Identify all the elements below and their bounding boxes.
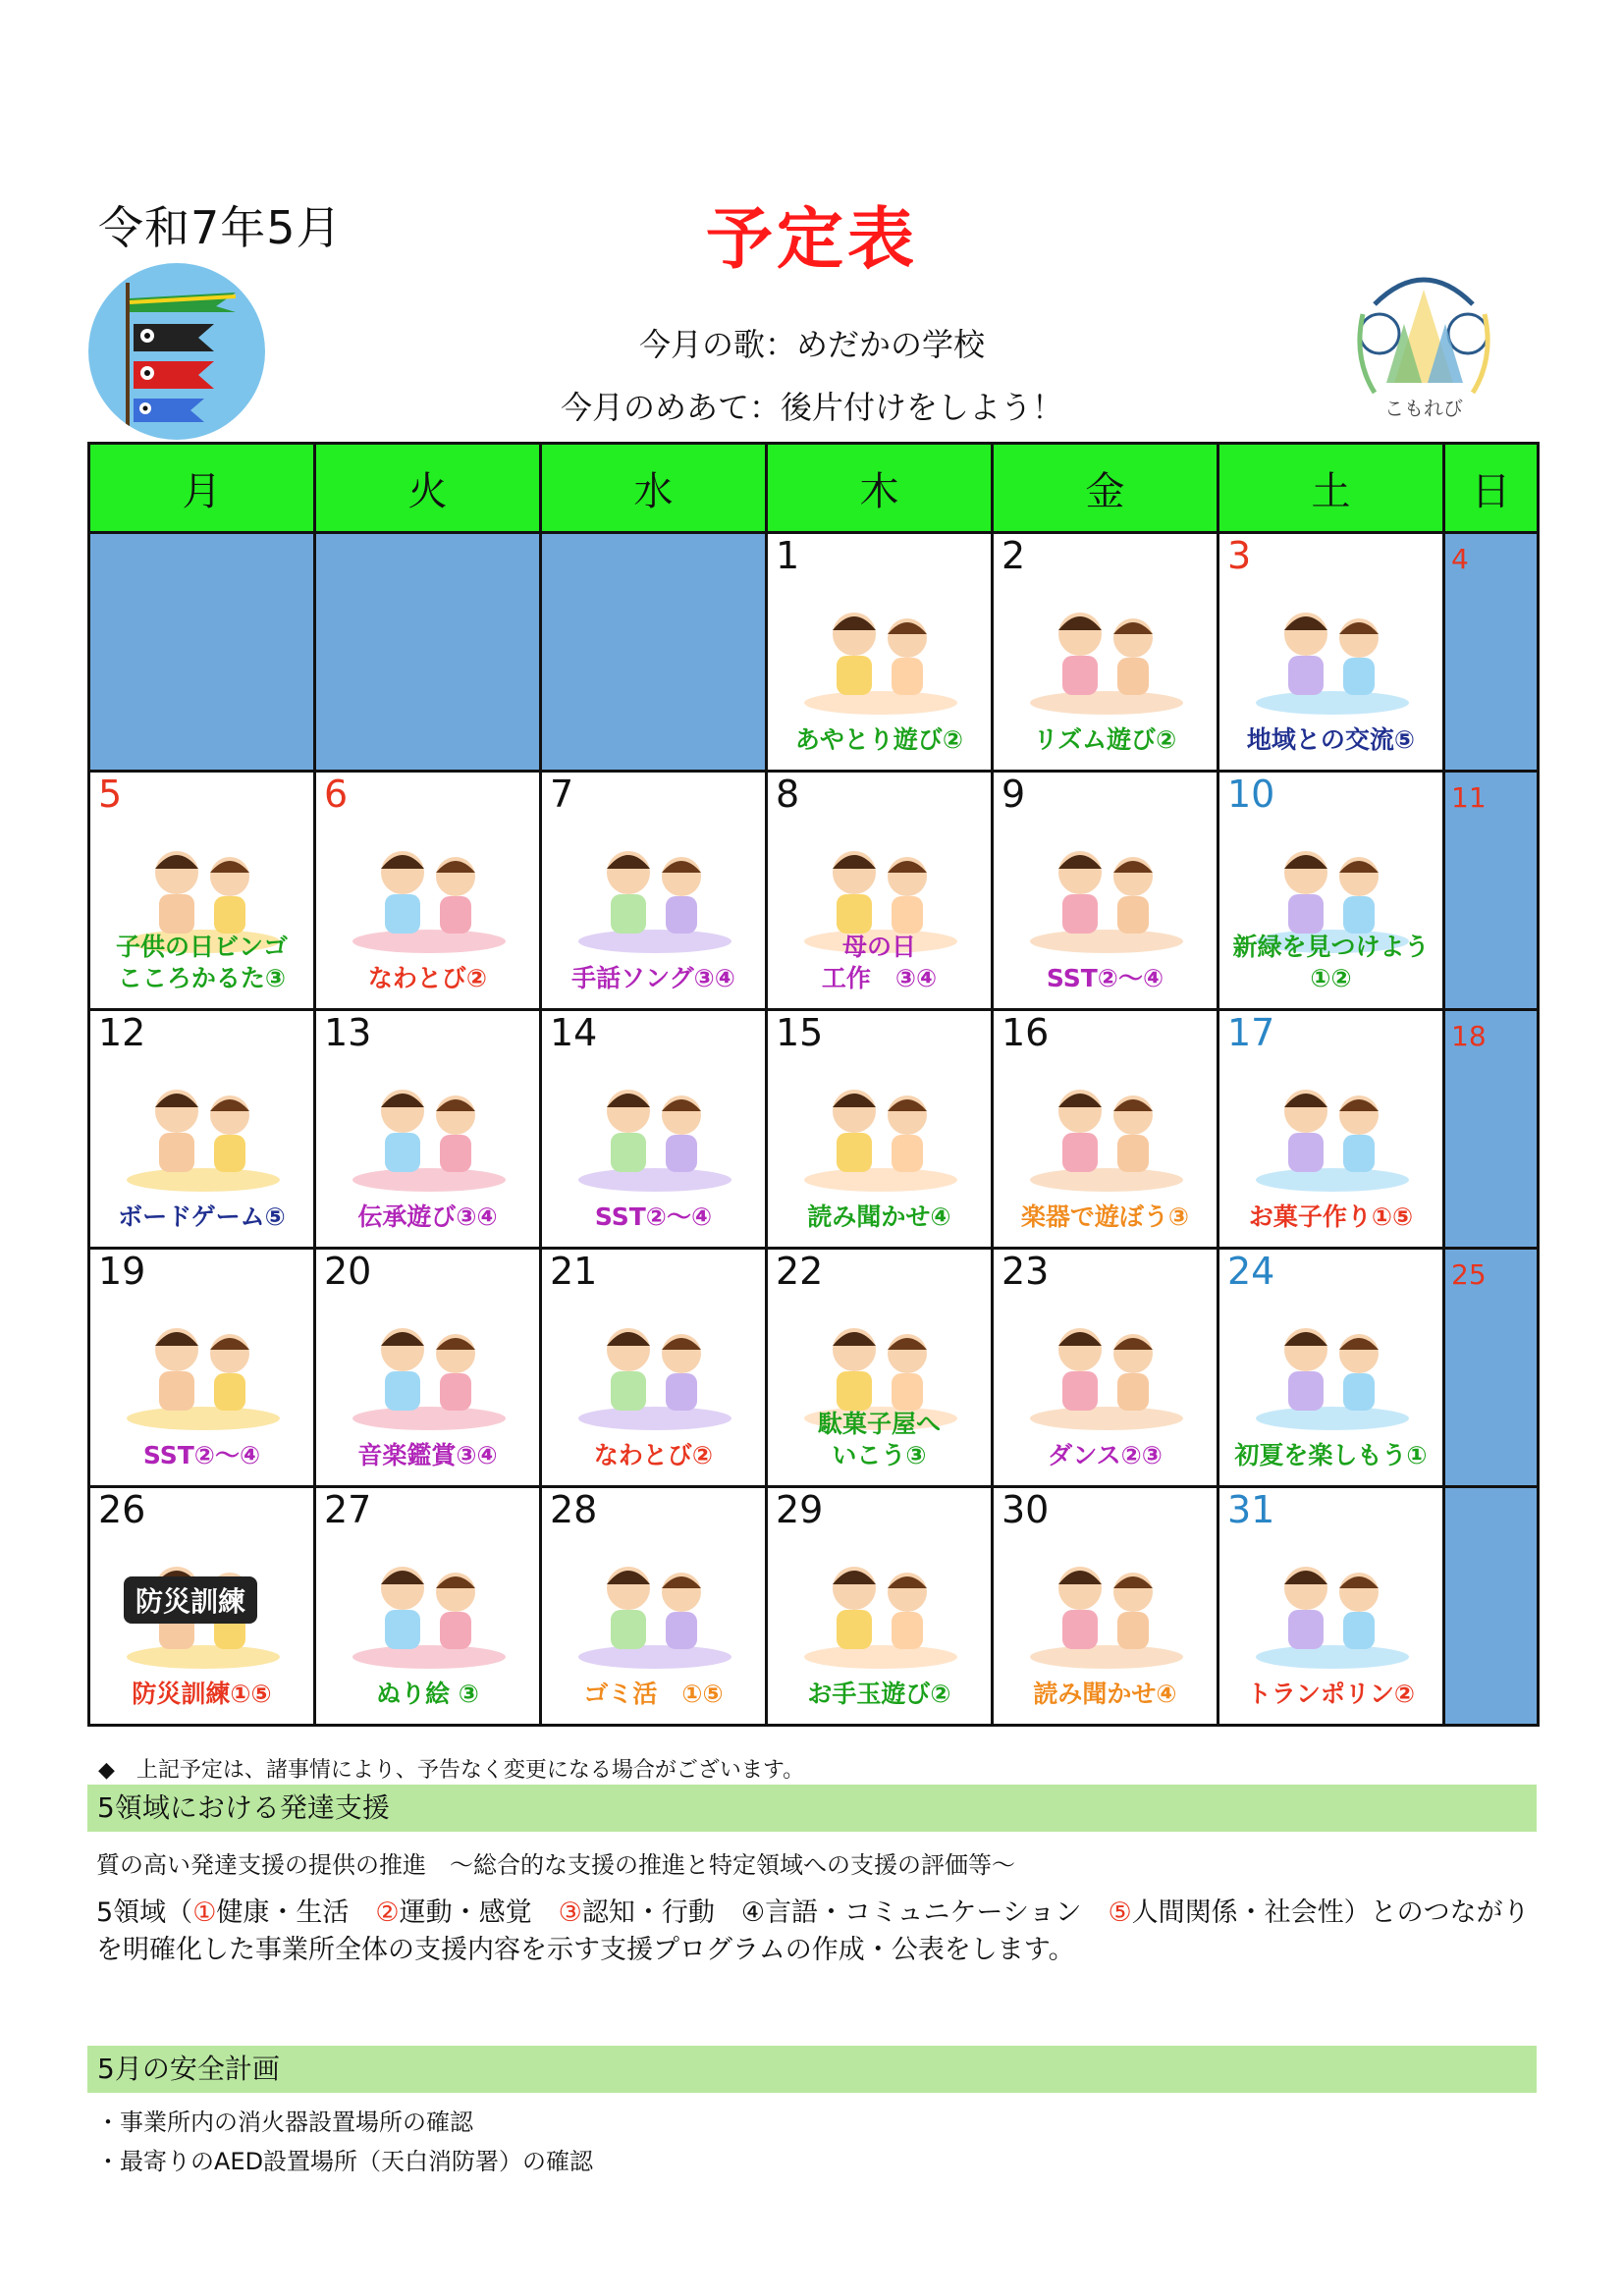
- day-number: 9: [1001, 773, 1026, 816]
- activity-illustration: [336, 1537, 519, 1673]
- calendar-day-cell: [315, 533, 541, 772]
- calendar-day-cell: [541, 772, 767, 1010]
- calendar-day-cell: [89, 1249, 315, 1487]
- calendar-week-row: [89, 533, 1539, 772]
- activity-label: なわとび②: [593, 1441, 714, 1469]
- safety-item: ・最寄りのAED設置場所（天白消防署）の確認: [96, 2148, 594, 2175]
- schedule-notice: ◆ 上記予定は、諸事情により、予告なく変更になる場合がございます。: [98, 1758, 805, 1783]
- activity-illustration: [336, 1299, 519, 1434]
- calendar-day-cell: [767, 772, 993, 1010]
- weekday-tue: 火: [315, 444, 541, 533]
- disaster-drill-badge: 防災訓練: [124, 1576, 257, 1624]
- calendar-day-cell: [1444, 1487, 1539, 1726]
- day-number: 1: [776, 534, 800, 577]
- activity-illustration: [1239, 1299, 1423, 1434]
- calendar-day-cell: [1444, 1010, 1539, 1249]
- calendar-day-cell: [1444, 772, 1539, 1010]
- day-number: 17: [1227, 1011, 1275, 1054]
- calendar-week-row: [89, 772, 1539, 1010]
- activity-label: なわとび②: [367, 964, 488, 992]
- day-number: 13: [324, 1011, 372, 1054]
- calendar-day-cell: [993, 1010, 1218, 1249]
- activity-label: SST②～④: [142, 1441, 261, 1469]
- activity-label: ボードゲーム⑤: [118, 1202, 286, 1231]
- calendar-day-cell: [541, 1487, 767, 1726]
- calendar-day-cell: [541, 1249, 767, 1487]
- activity-label: 新緑を見つけよう ①②: [1232, 933, 1430, 992]
- calendar-day-cell: [993, 772, 1218, 1010]
- activity-illustration: [1013, 1537, 1197, 1673]
- calendar-day-cell: [1218, 1249, 1444, 1487]
- day-number: 4: [1451, 543, 1469, 575]
- activity-label: 手話ソング③④: [571, 964, 735, 992]
- calendar-week-row: [89, 1010, 1539, 1249]
- activity-label: SST②～④: [1046, 964, 1164, 992]
- weekday-header-row: [89, 444, 1539, 533]
- domain-text-3: 認知・行動: [581, 1897, 741, 1928]
- day-number: 10: [1227, 773, 1275, 816]
- day-number: 2: [1001, 534, 1026, 577]
- calendar-day-cell: [89, 772, 315, 1010]
- calendar-day-cell: [315, 1487, 541, 1726]
- calendar-day-cell: [541, 533, 767, 772]
- calendar-day-cell: [315, 772, 541, 1010]
- era-date: 令和7年5月: [98, 201, 343, 254]
- calendar-day-cell: [1444, 533, 1539, 772]
- activity-label: 母の日 工作 ③④: [821, 933, 938, 992]
- activity-illustration: [336, 1060, 519, 1196]
- day-number: 8: [776, 773, 800, 816]
- activity-label: ゴミ活 ①⑤: [583, 1680, 724, 1708]
- day-number: 31: [1227, 1488, 1275, 1531]
- domain-num-2: ②: [375, 1897, 400, 1928]
- activity-illustration: [110, 1537, 294, 1673]
- calendar-table: [87, 442, 1540, 1727]
- domain-text-1: 健康・生活: [216, 1897, 376, 1928]
- calendar-day-cell: [89, 1487, 315, 1726]
- activity-label: 駄菓子屋へ いこう③: [817, 1410, 941, 1469]
- calendar-day-cell: [315, 1249, 541, 1487]
- day-number: 28: [550, 1488, 598, 1531]
- day-number: 11: [1451, 781, 1487, 814]
- domain-num-5: ⑤: [1108, 1897, 1132, 1928]
- logo-text: こもれび: [1384, 397, 1463, 420]
- calendar-day-cell: [993, 533, 1218, 772]
- calendar-day-cell: [767, 1487, 993, 1726]
- day-number: 29: [776, 1488, 824, 1531]
- calendar-day-cell: [1218, 1010, 1444, 1249]
- section-heading-safety: 5月の安全計画: [87, 2046, 1537, 2093]
- para-prefix: 5領域（: [96, 1897, 193, 1928]
- day-number: 25: [1451, 1258, 1487, 1291]
- weekday-mon: 月: [89, 444, 315, 533]
- domain-num-1: ①: [192, 1897, 217, 1928]
- day-number: 15: [776, 1011, 824, 1054]
- day-number: 18: [1451, 1020, 1487, 1052]
- calendar-day-cell: [1444, 1249, 1539, 1487]
- activity-label: ぬり絵 ③: [376, 1680, 479, 1708]
- activity-label: お菓子作り①⑤: [1248, 1202, 1414, 1231]
- day-number: 21: [550, 1250, 598, 1293]
- day-number: 7: [550, 773, 574, 816]
- day-number: 6: [324, 773, 349, 816]
- calendar-day-cell: [541, 1010, 767, 1249]
- weekday-sun: 日: [1444, 444, 1539, 533]
- calendar-day-cell: [767, 1010, 993, 1249]
- day-number: 24: [1227, 1250, 1275, 1293]
- activity-label: 読み聞かせ④: [807, 1202, 951, 1231]
- calendar-week-row: [89, 1487, 1539, 1726]
- activity-label: ダンス②③: [1048, 1441, 1163, 1469]
- calendar-day-cell: [1218, 533, 1444, 772]
- activity-illustration: [1013, 1299, 1197, 1434]
- calendar-day-cell: [767, 1249, 993, 1487]
- domain-num-4: ④: [740, 1897, 766, 1928]
- day-number: 3: [1227, 534, 1252, 577]
- section-subtitle: 質の高い発達支援の提供の推進 ～総合的な支援の推進と特定領域への支援の評価等～: [96, 1851, 1015, 1879]
- domain-num-3: ③: [558, 1897, 582, 1928]
- domain-text-4: 言語・コミュニケーション: [765, 1897, 1109, 1928]
- activity-label: 楽器で遊ぼう③: [1020, 1202, 1190, 1231]
- weekday-wed: 水: [541, 444, 767, 533]
- activity-illustration: [336, 822, 519, 957]
- monthly-song: 今月の歌：めだかの学校: [638, 326, 985, 363]
- calendar-day-cell: [315, 1010, 541, 1249]
- activity-label: 子供の日ビンゴ こころかるた③: [115, 933, 288, 992]
- activity-label: 読み聞かせ④: [1033, 1680, 1177, 1708]
- monthly-goal: 今月のめあて：後片付けをしよう！: [560, 389, 1063, 426]
- calendar-day-cell: [1218, 1487, 1444, 1726]
- day-number: 26: [98, 1488, 146, 1531]
- weekday-fri: 金: [993, 444, 1218, 533]
- domain-text-2: 運動・感覚: [399, 1897, 559, 1928]
- calendar-day-cell: [767, 533, 993, 772]
- activity-illustration: [110, 1299, 294, 1434]
- activity-label: 初夏を楽しもう①: [1234, 1441, 1428, 1469]
- activity-illustration: [1239, 583, 1423, 719]
- activity-label: リズム遊び②: [1033, 725, 1177, 754]
- activity-illustration: [1239, 1537, 1423, 1673]
- activity-label: 伝承遊び③④: [357, 1202, 498, 1231]
- calendar-day-cell: [1218, 772, 1444, 1010]
- activity-label: お手玉遊び②: [807, 1680, 951, 1708]
- day-number: 22: [776, 1250, 824, 1293]
- weekday-sat: 土: [1218, 444, 1444, 533]
- weekday-thu: 木: [767, 444, 993, 533]
- calendar-day-cell: [89, 1010, 315, 1249]
- activity-illustration: [562, 1060, 745, 1196]
- activity-label: あやとり遊び②: [794, 725, 964, 754]
- activity-label: SST②～④: [594, 1202, 713, 1231]
- activity-illustration: [562, 822, 745, 957]
- activity-illustration: [1013, 822, 1197, 957]
- calendar-day-cell: [89, 533, 315, 772]
- activity-illustration: [1013, 1060, 1197, 1196]
- day-number: 19: [98, 1250, 146, 1293]
- activity-illustration: [110, 1060, 294, 1196]
- day-number: 27: [324, 1488, 372, 1531]
- activity-illustration: [787, 1060, 971, 1196]
- calendar-day-cell: [993, 1249, 1218, 1487]
- activity-illustration: [1013, 583, 1197, 719]
- calendar-day-cell: [993, 1487, 1218, 1726]
- day-number: 14: [550, 1011, 598, 1054]
- page-title: 予定表: [705, 201, 918, 279]
- activity-illustration: [787, 1537, 971, 1673]
- day-number: 5: [98, 773, 123, 816]
- activity-label: 音楽鑑賞③④: [357, 1441, 498, 1469]
- section-heading-development: 5領域における発達支援: [87, 1785, 1537, 1832]
- safety-item: ・事業所内の消火器設置場所の確認: [96, 2109, 473, 2136]
- activity-illustration: [562, 1537, 745, 1673]
- day-number: 30: [1001, 1488, 1050, 1531]
- activity-label: 地域との交流⑤: [1246, 725, 1416, 754]
- day-number: 20: [324, 1250, 372, 1293]
- activity-illustration: [787, 583, 971, 719]
- day-number: 12: [98, 1011, 146, 1054]
- day-number: 16: [1001, 1011, 1050, 1054]
- activity-illustration: [1239, 1060, 1423, 1196]
- activity-label: トランポリン②: [1246, 1680, 1416, 1708]
- activity-illustration: [562, 1299, 745, 1434]
- calendar-week-row: [89, 1249, 1539, 1487]
- activity-label: 防災訓練①⑤: [132, 1680, 272, 1708]
- section-paragraph: [96, 1895, 1540, 1969]
- day-number: 23: [1001, 1250, 1050, 1293]
- domain-text-5: 人間関係・社会性）とのつながりを明確化した事業所全体の支援内容を示す支援プログラムの作成・公表をします。: [96, 1897, 1530, 1965]
